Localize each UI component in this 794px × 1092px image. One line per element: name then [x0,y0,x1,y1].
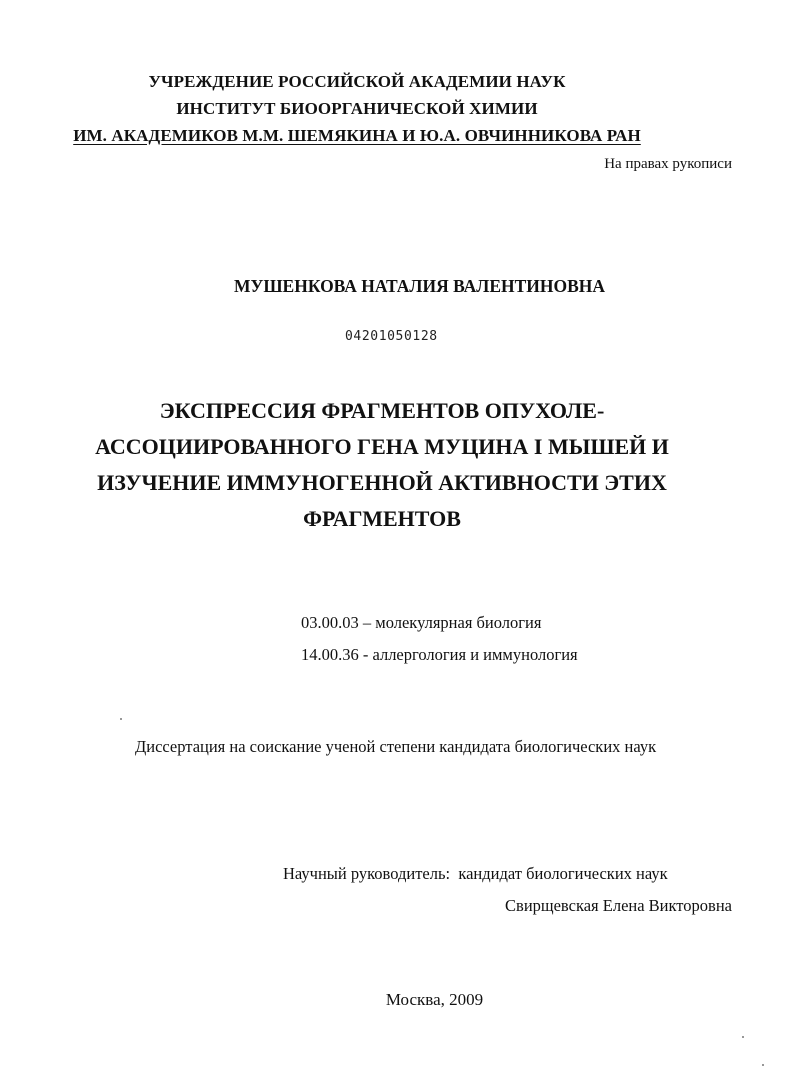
rights-notice: На правах рукописи [604,156,732,172]
institution-line-3: ИМ. АКАДЕМИКОВ М.М. ШЕМЯКИНА И Ю.А. ОВЧИННИКОВА РАН [73,126,641,145]
institution-line-1: УЧРЕЖДЕНИЕ РОССИЙСКОЙ АКАДЕМИИ НАУК [148,72,566,91]
title-line-2: АССОЦИИРОВАННОГО ГЕНА МУЦИНА I МЫШЕЙ И [95,434,669,459]
supervisor-name: Свирщевская Елена Викторовна [505,896,732,915]
title-line-4: ФРАГМЕНТОВ [303,506,461,531]
specialty-1: 03.00.03 – молекулярная биология [301,613,542,632]
registration-code: 04201050128 [345,329,438,344]
dissertation-title [0,393,794,537]
specialty-2: 14.00.36 - аллергология и иммунология [301,645,578,664]
scan-speck [762,1064,764,1066]
institution-line-2: ИНСТИТУТ БИООРГАНИЧЕСКОЙ ХИМИИ [176,99,538,118]
scan-speck [742,1036,744,1038]
supervisor-title: Научный руководитель: кандидат биологических наук [283,864,668,883]
title-line-1: ЭКСПРЕССИЯ ФРАГМЕНТОВ ОПУХОЛЕ- [159,398,605,423]
city-year: Москва, 2009 [385,990,484,1009]
dissertation-statement: Диссертация на соискание ученой степени кандидата биологических наук [135,737,657,756]
scan-speck [120,718,122,720]
author-name: МУШЕНКОВА НАТАЛИЯ ВАЛЕНТИНОВНА [233,276,606,296]
title-line-3: ИЗУЧЕНИЕ ИММУНОГЕННОЙ АКТИВНОСТИ ЭТИХ [97,470,667,495]
